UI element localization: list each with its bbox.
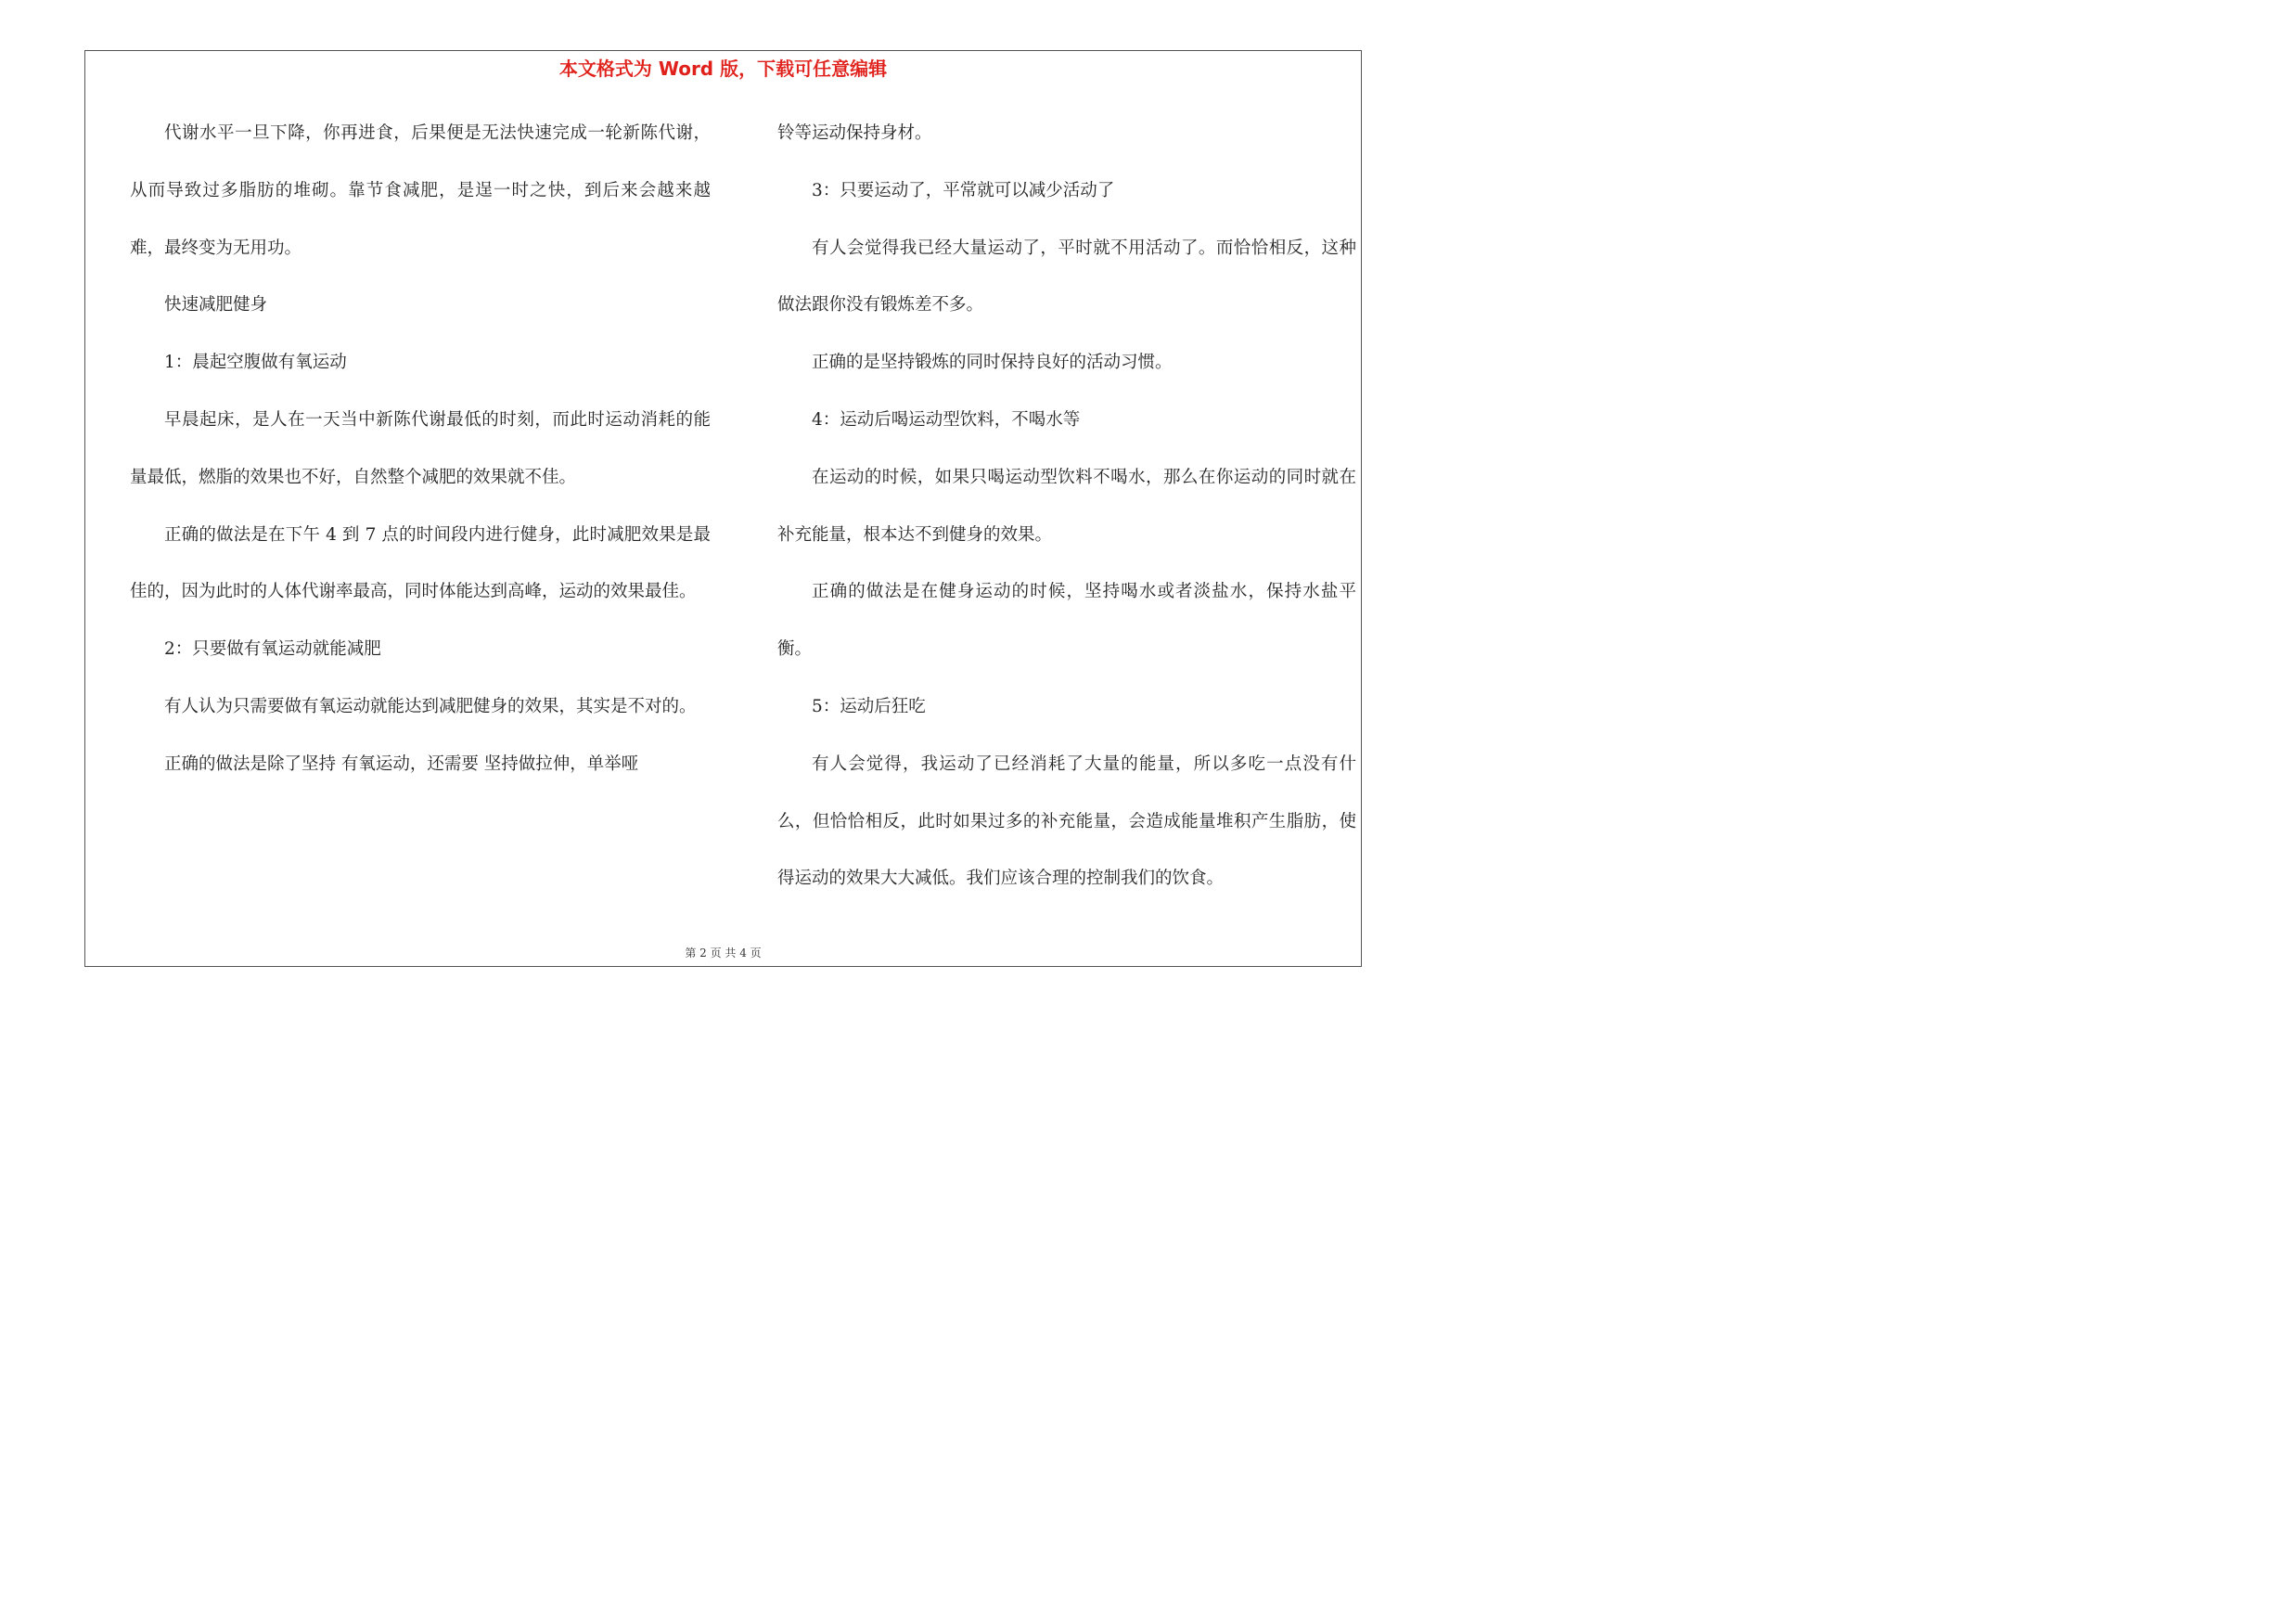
paragraph: 正确的做法是在健身运动的时候，坚持喝水或者淡盐水，保持水盐平衡。 (777, 582, 1356, 660)
left-column (130, 105, 711, 793)
item-heading: 4：运动后喝运动型饮料，不喝水等 (812, 409, 1081, 430)
right-column (777, 105, 1356, 908)
paragraph: 正确的是坚持锻炼的同时保持良好的活动习惯。 (812, 353, 1173, 373)
paragraph: 早晨起床，是人在一天当中新陈代谢最低的时刻，而此时运动消耗的能量最低，燃脂的效果也不好，自然整个减肥的效果就不佳。 (130, 409, 711, 487)
paragraph: 正确的做法是在下午 4 到 7 点的时间段内进行健身，此时减肥效果是最佳的，因为此时的人体代谢率最高，同时体能达到高峰，运动的效果最佳。 (130, 524, 711, 602)
paragraph: 有人会觉得我已经大量运动了，平时就不用活动了。而恰恰相反，这种做法跟你没有锻炼差不多。 (777, 238, 1356, 316)
item-heading: 3：只要运动了，平常就可以减少活动了 (812, 180, 1115, 200)
item-heading: 2：只要做有氧运动就能减肥 (164, 639, 381, 660)
paragraph: 代谢水平一旦下降，你再进食，后果便是无法快速完成一轮新陈代谢，从而导致过多脂肪的堆砌。靠节食减肥，是逞一时之快，到后来会越来越难，最终变为无用功。 (130, 123, 711, 258)
paragraph: 正确的做法是除了坚持 有氧运动，还需要 坚持做拉伸，单举哑 (164, 754, 639, 774)
paragraph: 在运动的时候，如果只喝运动型饮料不喝水，那么在你运动的同时就在补充能量，根本达不到健身的效果。 (777, 467, 1356, 545)
item-heading: 1：晨起空腹做有氧运动 (164, 353, 347, 373)
section-heading: 快速减肥健身 (164, 295, 268, 316)
paragraph: 有人会觉得，我运动了已经消耗了大量的能量，所以多吃一点没有什么，但恰恰相反，此时如果过多的补充能量，会造成能量堆积产生脂肪，使得运动的效果大大减低。我们应该合理的控制我们的饮食。 (777, 754, 1356, 889)
paragraph: 有人认为只需要做有氧运动就能达到减肥健身的效果，其实是不对的。 (164, 696, 697, 716)
document-banner: 本文格式为 Word 版，下载可任意编辑 (558, 58, 888, 80)
paragraph-continuation: 铃等运动保持身材。 (777, 123, 932, 143)
item-heading: 5：运动后狂吃 (812, 696, 926, 716)
page-number: 第 2 页 共 4 页 (685, 947, 762, 960)
